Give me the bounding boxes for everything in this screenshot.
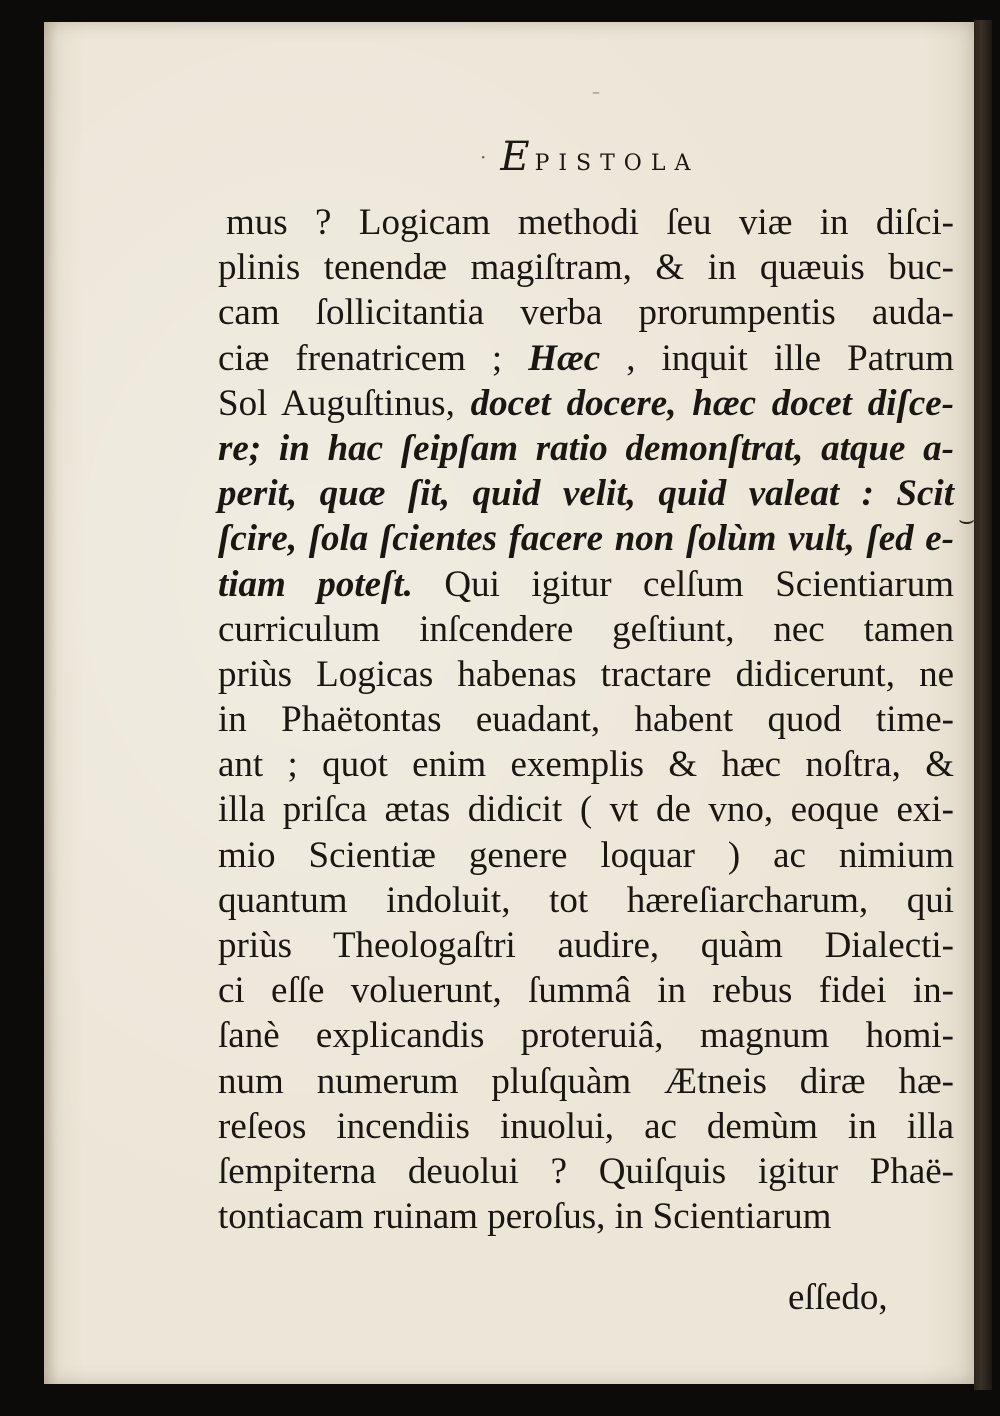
text-segment: mio Scientiæ genere loquar ) ac nimium bbox=[218, 834, 954, 876]
text-line bbox=[218, 1104, 954, 1149]
header-title: PISTOLA bbox=[534, 151, 700, 176]
text-segment: Qui igitur celſum Scientiarum bbox=[412, 563, 954, 605]
catchword: eſſedo, bbox=[788, 1277, 888, 1318]
text-segment: priùs Logicas habenas tractare didicerunt, ne bbox=[218, 653, 954, 695]
running-header bbox=[480, 134, 699, 180]
text-segment: tontiacam ruinam peroſus, in Scientiarum bbox=[218, 1196, 832, 1238]
text-line bbox=[226, 200, 954, 245]
book-page-edge bbox=[974, 20, 992, 1390]
text-line bbox=[218, 336, 954, 381]
text-segment: curriculum inſcendere geſtiunt, nec tamen bbox=[218, 608, 954, 650]
text-line bbox=[218, 426, 954, 471]
text-line bbox=[218, 1194, 954, 1239]
text-line bbox=[218, 290, 954, 335]
text-segment: cam ſollicitantia verba prorumpentis auda- bbox=[218, 292, 954, 334]
header-initial: E bbox=[500, 134, 531, 180]
text-segment: ant ; quot enim exemplis & hæc noſtra, & bbox=[218, 744, 954, 786]
text-line bbox=[218, 516, 954, 561]
text-line bbox=[218, 968, 954, 1013]
italic-text-segment: ſcire, ſola ſcientes facere non ſolùm vult, ſed e- bbox=[218, 518, 954, 560]
text-line bbox=[218, 245, 954, 290]
text-segment: mus ? Logicam methodi ſeu viæ in diſci- bbox=[226, 202, 954, 243]
text-line bbox=[218, 787, 954, 832]
text-segment: ſanè explicandis proteruiâ, magnum homi- bbox=[218, 1015, 954, 1057]
text-segment: priùs Theologaſtri audire, quàm Dialecti- bbox=[218, 925, 954, 966]
text-segment: ci eſſe voluerunt, ſummâ in rebus fidei in- bbox=[218, 970, 954, 1012]
text-line bbox=[218, 697, 954, 742]
text-segment: reſeos incendiis inuolui, ac demùm in illa bbox=[218, 1105, 954, 1147]
text-segment: ſempiterna deuolui ? Quiſquis igitur Phaë- bbox=[218, 1150, 954, 1192]
text-line bbox=[218, 923, 954, 968]
header-ornament: · bbox=[480, 145, 487, 169]
margin-mark: ⌣ bbox=[958, 505, 976, 535]
italic-text-segment: Hæc bbox=[528, 337, 601, 379]
text-segment: illa priſca ætas didicit ( vt de vno, eoque exi- bbox=[218, 789, 954, 831]
text-line bbox=[218, 607, 954, 652]
text-line bbox=[218, 381, 954, 426]
text-segment: Sol Auguſtinus, bbox=[218, 382, 471, 424]
text-line bbox=[218, 562, 954, 607]
page-speck: – bbox=[592, 82, 600, 101]
text-segment: in Phaëtontas euadant, habent quod time- bbox=[218, 699, 954, 741]
italic-text-segment: tiam poteſt. bbox=[218, 563, 413, 605]
text-segment: quantum indoluit, tot hæreſiarcharum, qui bbox=[218, 879, 954, 921]
italic-text-segment: re; in hac ſeipſam ratio demonſtrat, atque a- bbox=[218, 427, 954, 469]
text-segment: , inquit ille Patrum bbox=[600, 337, 955, 379]
text-line bbox=[218, 471, 954, 516]
text-line bbox=[218, 1013, 954, 1058]
text-line bbox=[218, 833, 954, 878]
text-line bbox=[218, 1059, 954, 1104]
text-line bbox=[218, 742, 954, 787]
body-text bbox=[218, 200, 954, 1239]
text-segment: num numerum pluſquàm Ætneis diræ hæ- bbox=[218, 1060, 954, 1102]
italic-text-segment: perit, quæ ſit, quid velit, quid valeat : Scit bbox=[218, 473, 954, 515]
italic-text-segment: docet docere, hæc docet diſce- bbox=[470, 382, 955, 424]
text-line bbox=[218, 878, 954, 923]
text-line bbox=[218, 1149, 954, 1194]
text-segment: ciæ frenatricem ; bbox=[218, 337, 529, 379]
text-segment: plinis tenendæ magiſtram, & in quæuis buc- bbox=[218, 247, 954, 289]
text-line bbox=[218, 652, 954, 697]
